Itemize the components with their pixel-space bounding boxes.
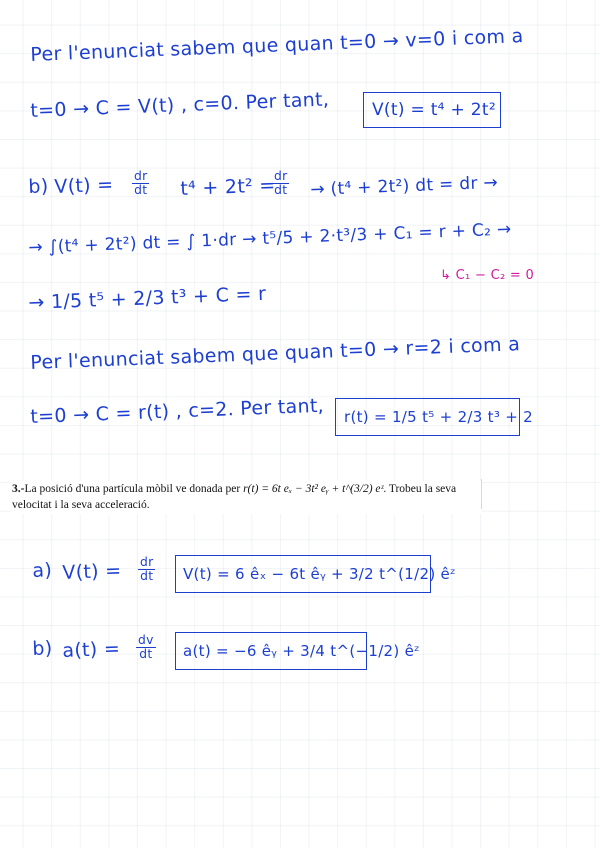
frac-numerator: dr [134, 169, 148, 183]
statement-right-edge [481, 479, 482, 509]
part-b-line4: Per l'enunciat sabem que quan t=0 → r=2 i com a [30, 333, 521, 374]
problem-text-after: . Trobeu la seva velocitat i la seva acceleració. [12, 483, 457, 512]
part-b-label: b) [28, 175, 49, 198]
problem-formula: r(t) = 6t eₓ − 3t² eᵧ + t^(3/2) eᶻ [243, 483, 384, 495]
answer-3b-text: a(t) = −6 êᵧ + 3/4 t^(−1/2) êᶻ [183, 642, 420, 660]
printed-problem-3 [12, 481, 482, 514]
problem-text-before: La posició d'una partícula mòbil ve donada per [24, 483, 244, 495]
answer-3a-frac [136, 556, 157, 582]
frac3a-numerator: dr [140, 555, 154, 569]
part-b-defn-left: V(t) = [54, 173, 114, 198]
answer-3a-label: a) [32, 559, 53, 582]
frac2-denominator: dt [272, 183, 289, 197]
part-b-line1-rest: t⁴ + 2t² = [180, 174, 276, 200]
answer-3b-frac [134, 634, 158, 660]
problem-number: 3.- [12, 483, 25, 495]
answer-b-text: r(t) = 1/5 t⁵ + 2/3 t³ + 2 [344, 408, 534, 426]
frac-denominator: dt [132, 183, 149, 197]
part-b-line1-tail: → (t⁴ + 2t²) dt = dr → [310, 172, 499, 200]
frac2-numerator: dr [274, 169, 288, 183]
part-b-line2: → ∫(t⁴ + 2t²) dt = ∫ 1·dr → t⁵/5 + 2·t³/3 + C₁ = r + C₂ → [28, 219, 512, 258]
part-b-line5: t=0 → C = r(t) , c=2. Per tant, [30, 394, 325, 428]
part-b-line2-note: ↳ C₁ − C₂ = 0 [440, 268, 535, 283]
part-b-frac-dr-dt [130, 170, 151, 196]
answer-3b-defn: a(t) = [62, 637, 121, 662]
frac3a-denominator: dt [138, 569, 155, 583]
answer-3b-label: b) [32, 637, 53, 660]
answer-3a-defn: V(t) = [62, 559, 122, 584]
handwritten-line-a-1: Per l'enunciat sabem que quan t=0 → v=0 i com a [30, 25, 524, 66]
answer-a-text: V(t) = t⁴ + 2t² [372, 100, 496, 120]
handwritten-line-a-2: t=0 → C = V(t) , c=0. Per tant, [30, 88, 330, 122]
frac3b-denominator: dt [136, 647, 156, 661]
part-b-frac2-dr-dt [270, 170, 291, 196]
part-b-line3: → 1/5 t⁵ + 2/3 t³ + C = r [28, 282, 267, 314]
answer-3a-text: V(t) = 6 êₓ − 6t êᵧ + 3/2 t^(1/2) êᶻ [183, 565, 456, 583]
frac3b-numerator: dv [138, 633, 154, 647]
